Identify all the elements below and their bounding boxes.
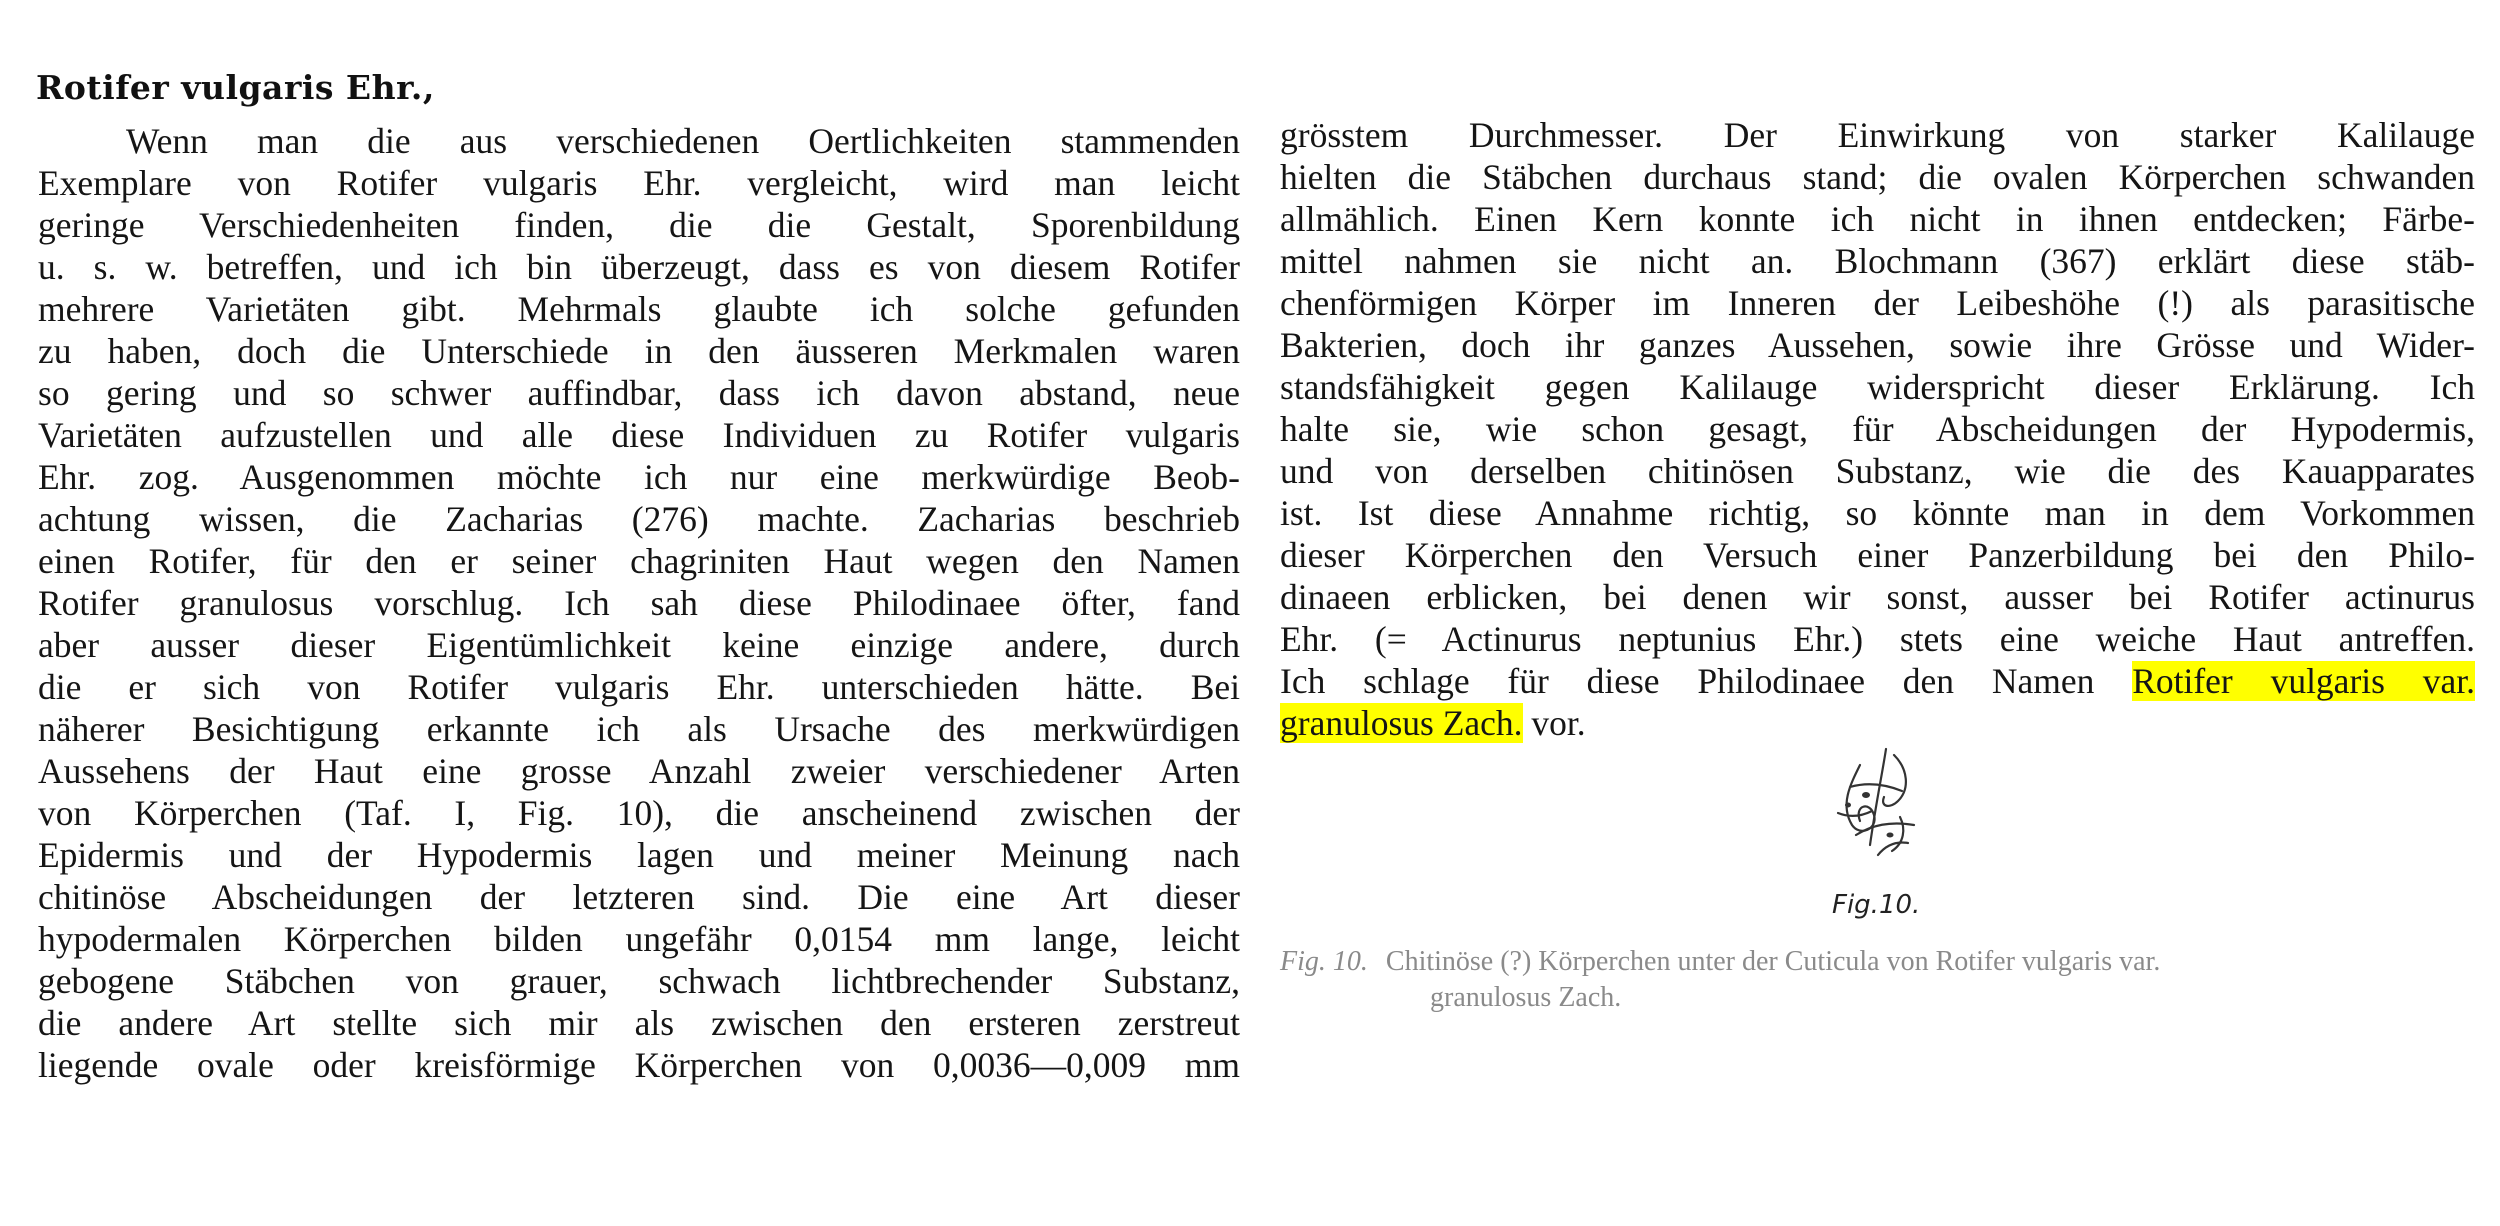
caption-text: Chitinöse (?) Körperchen unter der Cuticula von Rotifer vulgaris var. bbox=[1385, 946, 2161, 977]
text-line: Epidermis und der Hypodermis lagen und meiner Meinung nach bbox=[38, 835, 1240, 875]
text-line: chitinöse Abscheidungen der letzteren sind. Die eine Art dieser bbox=[38, 877, 1240, 917]
left-column bbox=[38, 120, 1240, 1086]
text-line: halte sie, wie schon gesagt, für Abscheidungen der Hypodermis, bbox=[1280, 409, 2475, 449]
text-line: und von derselben chitinösen Substanz, wie die des Kauapparates bbox=[1280, 451, 2475, 491]
text-line: Varietäten aufzustellen und alle diese Individuen zu Rotifer vulgaris bbox=[38, 415, 1240, 455]
text-line: standsfähigkeit gegen Kalilauge widerspricht dieser Erklärung. Ich bbox=[1280, 367, 2475, 407]
text-line: hielten die Stäbchen durchaus stand; die ovalen Körperchen schwanden bbox=[1280, 157, 2475, 197]
text-line: achtung wissen, die Zacharias (276) machte. Zacharias beschrieb bbox=[38, 499, 1240, 539]
text-line: grösstem Durchmesser. Der Einwirkung von starker Kalilauge bbox=[1280, 115, 2475, 155]
highlighted-species-name: Rotifer vulgaris var. bbox=[2132, 661, 2476, 701]
text-line: liegende ovale oder kreisförmige Körperchen von 0,0036—0,009 mm bbox=[38, 1045, 1240, 1085]
text-line: Wenn man die aus verschiedenen Oertlichkeiten stammenden bbox=[126, 121, 1240, 161]
caption-number: Fig. 10. bbox=[1280, 946, 1368, 977]
text-line: dinaeen erblicken, bei denen wir sonst, ausser bei Rotifer actinurus bbox=[1280, 577, 2475, 617]
text-line: so gering und so schwer auffindbar, dass ich davon abstand, neue bbox=[38, 373, 1240, 413]
text-fragment: vor. bbox=[1522, 703, 1586, 743]
section-heading: Rotifer vulgaris Ehr., bbox=[36, 68, 435, 107]
figure-caption bbox=[1280, 944, 2455, 1016]
text-line: chenförmigen Körper im Inneren der Leibeshöhe (!) als parasitische bbox=[1280, 283, 2475, 323]
text-line: hypodermalen Körperchen bilden ungefähr 0,0154 mm lange, leicht bbox=[38, 919, 1240, 959]
figure-label: Fig.10. bbox=[1832, 890, 1921, 920]
oval-body bbox=[1887, 833, 1894, 838]
text-line: mittel nahmen sie nicht an. Blochmann (367) erklärt diese stäb- bbox=[1280, 241, 2475, 281]
text-line: dieser Körperchen den Versuch einer Panzerbildung bei den Philo- bbox=[1280, 535, 2475, 575]
oval-body bbox=[1845, 803, 1851, 808]
text-line: zu haben, doch die Unterschiede in den äusseren Merkmalen waren bbox=[38, 331, 1240, 371]
oval-body bbox=[1862, 792, 1870, 798]
text-line: Aussehens der Haut eine grosse Anzahl zweier verschiedener Arten bbox=[38, 751, 1240, 791]
text-line-with-highlight bbox=[1280, 660, 2475, 702]
text-line: allmählich. Einen Kern konnte ich nicht in ihnen entdecken; Färbe- bbox=[1280, 199, 2475, 239]
text-line: mehrere Varietäten gibt. Mehrmals glaubte ich solche gefunden bbox=[38, 289, 1240, 329]
text-line: gebogene Stäbchen von grauer, schwach lichtbrechender Substanz, bbox=[38, 961, 1240, 1001]
text-line: Exemplare von Rotifer vulgaris Ehr. vergleicht, wird man leicht bbox=[38, 163, 1240, 203]
text-line: Rotifer granulosus vorschlug. Ich sah diese Philodinaee öfter, fand bbox=[38, 583, 1240, 623]
text-line: von Körperchen (Taf. I, Fig. 10), die anscheinend zwischen der bbox=[38, 793, 1240, 833]
text-line: die er sich von Rotifer vulgaris Ehr. unterschieden hätte. Bei bbox=[38, 667, 1240, 707]
text-line: aber ausser dieser Eigentümlichkeit keine einzige andere, durch bbox=[38, 625, 1240, 665]
right-column bbox=[1280, 114, 2475, 744]
text-line: näherer Besichtigung erkannte ich als Ursache des merkwürdigen bbox=[38, 709, 1240, 749]
text-fragment: Ich schlage für diese Philodinaee den Namen bbox=[1280, 661, 2133, 701]
figure-10-drawing bbox=[1790, 725, 1970, 885]
text-line: Ehr. (= Actinurus neptunius Ehr.) stets eine weiche Haut antreffen. bbox=[1280, 619, 2475, 659]
text-line: Bakterien, doch ihr ganzes Aussehen, sowie ihre Grösse und Wider- bbox=[1280, 325, 2475, 365]
text-line: die andere Art stellte sich mir als zwischen den ersteren zerstreut bbox=[38, 1003, 1240, 1043]
text-line: geringe Verschiedenheiten finden, die die Gestalt, Sporenbildung bbox=[38, 205, 1240, 245]
text-line: einen Rotifer, für den er seiner chagriniten Haut wegen den Namen bbox=[38, 541, 1240, 581]
highlighted-species-name-cont: granulosus Zach. bbox=[1280, 703, 1523, 743]
text-line: ist. Ist diese Annahme richtig, so könnte man in dem Vorkommen bbox=[1280, 493, 2475, 533]
text-line: Ehr. zog. Ausgenommen möchte ich nur eine merkwürdige Beob- bbox=[38, 457, 1240, 497]
text-line: u. s. w. betreffen, und ich bin überzeugt, dass es von diesem Rotifer bbox=[38, 247, 1240, 287]
caption-text-cont: granulosus Zach. bbox=[1430, 982, 1622, 1013]
